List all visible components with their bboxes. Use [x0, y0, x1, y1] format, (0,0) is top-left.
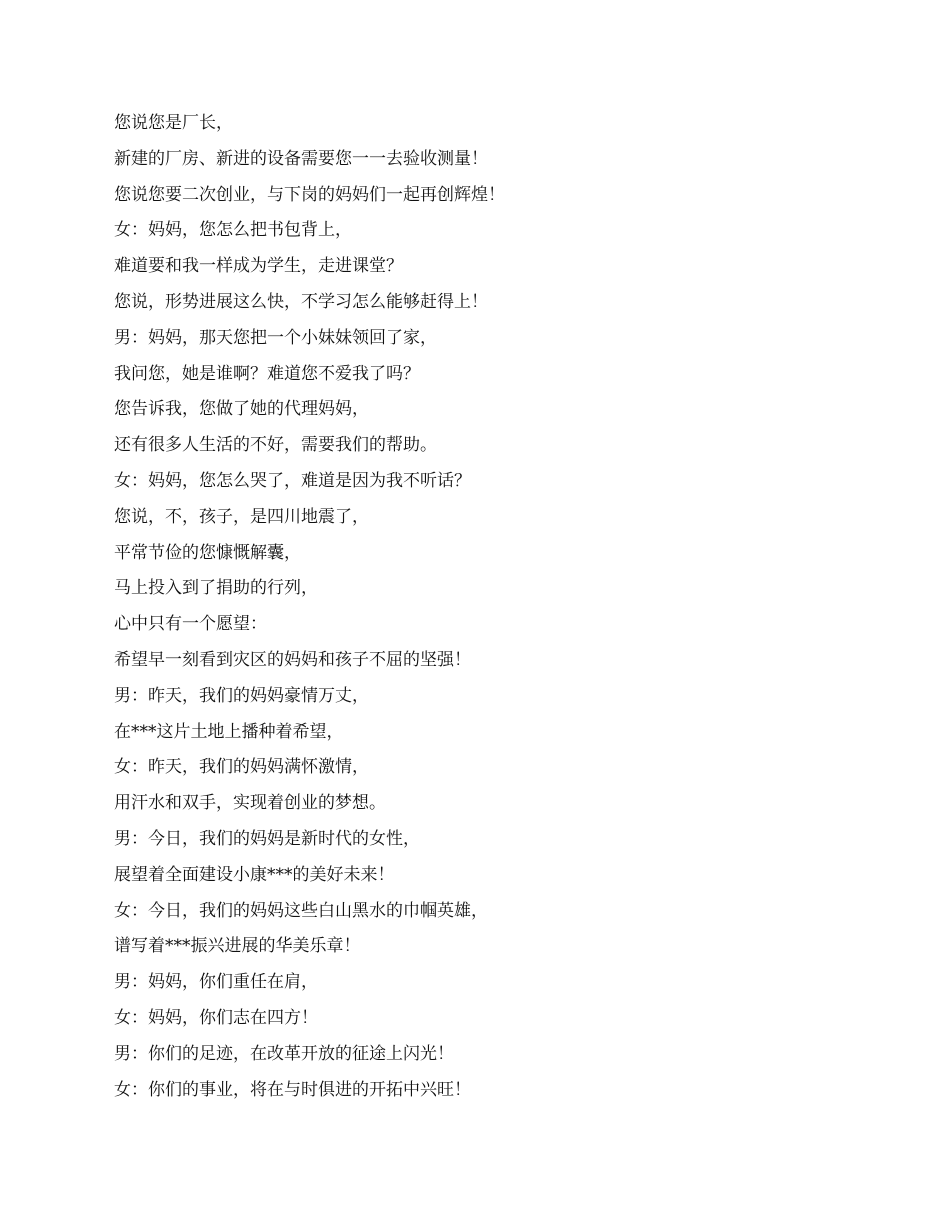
- text-line: 展望着全面建设小康***的美好未来！: [114, 864, 395, 885]
- text-line: 您说，不，孩子，是四川地震了，: [114, 506, 369, 527]
- text-line: 您说您是厂长，: [114, 113, 233, 133]
- text-line: 还有很多人生活的不好，需要我们的帮助。: [114, 435, 437, 456]
- text-line: 男：你们的足迹，在改革开放的征途上闪光！: [114, 1043, 454, 1064]
- text-line: 女：妈妈，您怎么把书包背上，: [114, 220, 352, 241]
- text-line: 女：今日，我们的妈妈这些白山黑水的巾帼英雄，: [114, 900, 488, 921]
- text-line: 新建的厂房、新进的设备需要您一一去验收测量！: [114, 148, 488, 169]
- text-line: 平常节俭的您慷慨解囊，: [114, 542, 301, 563]
- text-line: 女：妈妈，你们志在四方！: [114, 1007, 318, 1028]
- text-line: 您说您要二次创业，与下岗的妈妈们一起再创辉煌！: [114, 184, 505, 205]
- text-line: 谱写着***振兴进展的华美乐章！: [114, 936, 361, 957]
- text-line: 心中只有一个愿望：: [114, 614, 267, 635]
- text-line: 女：昨天，我们的妈妈满怀激情，: [114, 757, 369, 778]
- text-line: 男：妈妈，你们重任在肩，: [114, 972, 318, 993]
- poem-text: [114, 106, 894, 1108]
- text-line: 男：今日，我们的妈妈是新时代的女性，: [114, 828, 420, 849]
- text-line: 女：妈妈，您怎么哭了，难道是因为我不听话？: [114, 470, 471, 491]
- text-line: 女：你们的事业，将在与时俱进的开拓中兴旺！: [114, 1079, 471, 1100]
- text-line: 希望早一刻看到灾区的妈妈和孩子不屈的坚强！: [114, 649, 471, 670]
- text-line: 用汗水和双手，实现着创业的梦想。: [114, 793, 386, 814]
- text-line: 男：妈妈，那天您把一个小妹妹领回了家，: [114, 327, 437, 348]
- text-line: 马上投入到了捐助的行列，: [114, 578, 318, 599]
- text-line: 我问您，她是谁啊？难道您不爱我了吗？: [114, 363, 420, 384]
- text-line: 在***这片土地上播种着希望，: [114, 721, 344, 742]
- text-line: 您告诉我，您做了她的代理妈妈，: [114, 399, 369, 420]
- text-line: 难道要和我一样成为学生，走进课堂？: [114, 256, 403, 277]
- text-line: 您说，形势进展这么快，不学习怎么能够赶得上！: [114, 291, 488, 312]
- text-line: 男：昨天，我们的妈妈豪情万丈，: [114, 685, 369, 706]
